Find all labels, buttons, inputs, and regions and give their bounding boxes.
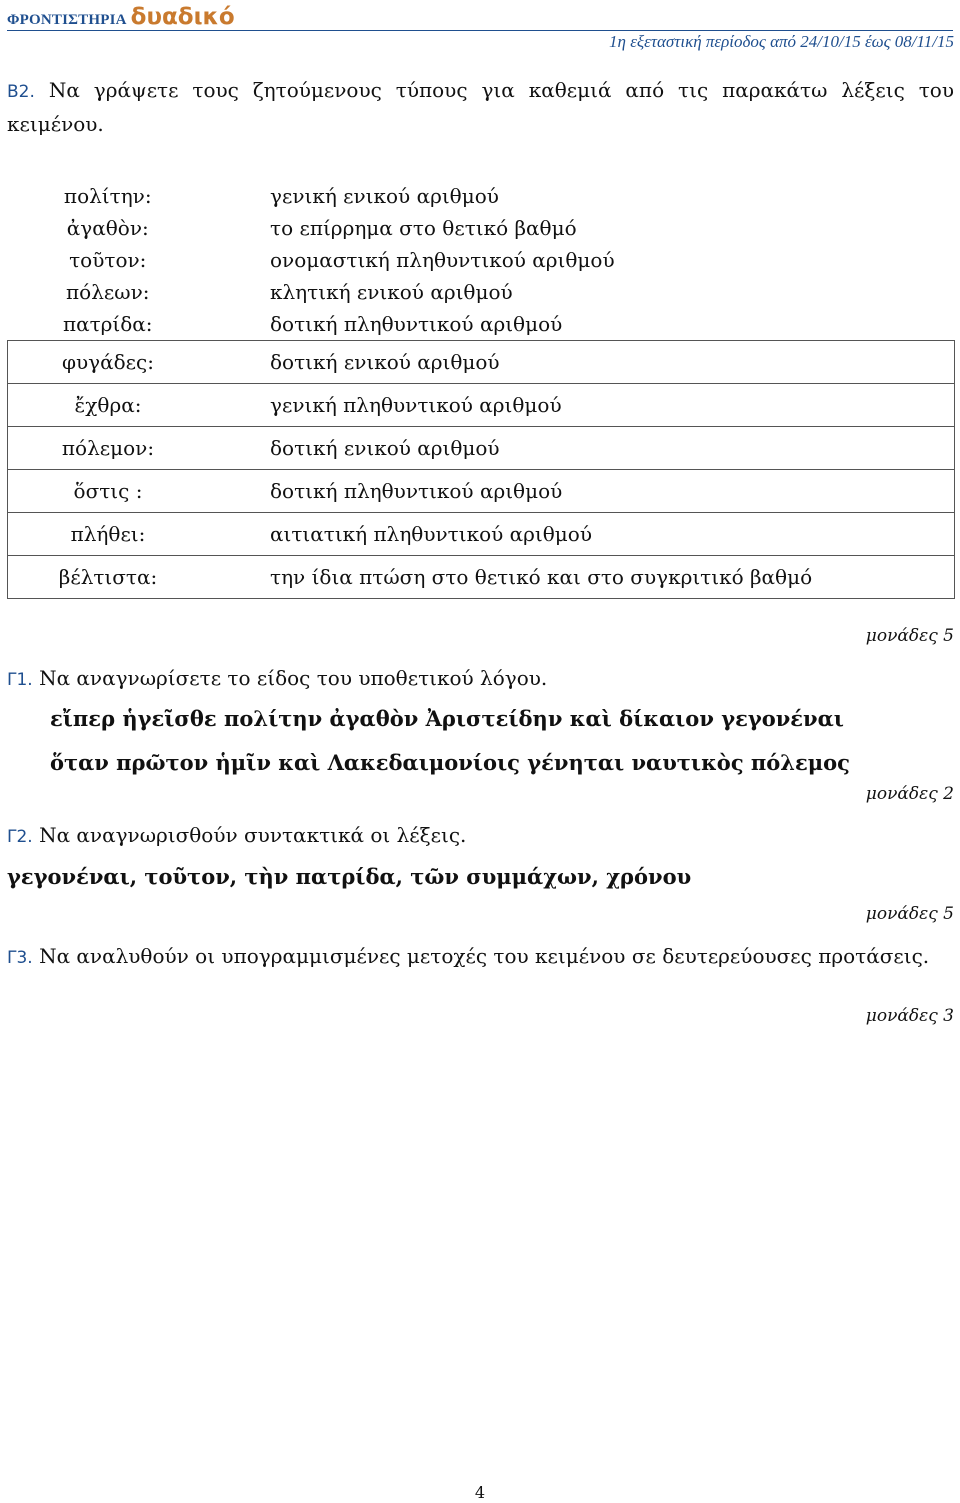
question-g2 xyxy=(7,819,954,853)
brand-logo xyxy=(7,4,235,30)
g2-points: μονάδες 5 xyxy=(865,904,954,924)
form-cell: δοτική ενικού αριθμού xyxy=(208,341,955,384)
header-divider xyxy=(7,30,953,31)
table-row xyxy=(8,384,955,427)
conditional-line-2: ὅταν πρῶτον ἡμῖν καὶ Λακεδαιμονίοις γένηται ναυτικὸς πόλεμος xyxy=(50,750,850,775)
brand-name: δυαδικό xyxy=(130,4,235,30)
table-row xyxy=(8,244,955,276)
question-g1-text: Να αναγνωρίσετε το είδος του υποθετικού λόγου. xyxy=(39,666,548,690)
word-cell: πόλεμον: xyxy=(8,427,209,470)
word-cell: βέλτιστα: xyxy=(8,556,209,599)
question-g3 xyxy=(7,940,954,974)
table-row xyxy=(8,513,955,556)
form-cell: αιτιατική πληθυντικού αριθμού xyxy=(208,513,955,556)
question-g3-text: Να αναλυθούν οι υπογραμμισμένες μετοχές του κειμένου σε δευτερεύουσες προτάσεις. xyxy=(39,944,930,968)
word-cell: πολίτην: xyxy=(63,184,152,208)
table-row xyxy=(8,556,955,599)
page-number: 4 xyxy=(474,1483,486,1502)
table-row xyxy=(8,276,955,308)
word-cell: ὅστις : xyxy=(8,470,209,513)
form-cell: γενική πληθυντικού αριθμού xyxy=(208,384,955,427)
form-cell: δοτική πληθυντικού αριθμού xyxy=(208,470,955,513)
question-b2 xyxy=(7,74,954,140)
word-cell: τοῦτον: xyxy=(69,248,147,272)
form-cell: ονομαστική πληθυντικού αριθμού xyxy=(270,248,615,272)
question-g2-label: Γ2. xyxy=(7,827,33,847)
table-row xyxy=(8,427,955,470)
word-cell: πόλεων: xyxy=(66,280,150,304)
word-cell: πατρίδα: xyxy=(62,312,153,336)
table-row xyxy=(8,212,955,244)
word-cell: ἀγαθὸν: xyxy=(66,216,149,240)
g1-points: μονάδες 2 xyxy=(865,784,954,804)
form-cell: δοτική ενικού αριθμού xyxy=(208,427,955,470)
b2-points: μονάδες 5 xyxy=(865,626,954,646)
question-g2-text: Να αναγνωρισθούν συντακτικά οι λέξεις. xyxy=(39,823,467,847)
question-b2-label: Β2. xyxy=(7,82,35,102)
table-row xyxy=(8,180,955,212)
word-forms-table xyxy=(7,180,955,599)
syntax-words: γεγονέναι, τοῦτον, τὴν πατρίδα, τῶν συμμάχων, χρόνου xyxy=(7,864,692,889)
word-cell: φυγάδες: xyxy=(8,341,209,384)
form-cell: γενική ενικού αριθμού xyxy=(270,184,499,208)
brand-prefix: ΦΡΟΝΤΙΣΤΗΡΙΑ xyxy=(7,12,127,28)
word-cell: πλήθει: xyxy=(8,513,209,556)
conditional-line-1: εἴπερ ἡγεῖσθε πολίτην ἀγαθὸν Ἀριστείδην καὶ δίκαιον γεγονέναι xyxy=(50,706,844,731)
g3-points: μονάδες 3 xyxy=(865,1006,954,1026)
table-row xyxy=(8,470,955,513)
word-cell: ἔχθρα: xyxy=(8,384,209,427)
table-row xyxy=(8,308,955,341)
table-row xyxy=(8,341,955,384)
form-cell: δοτική πληθυντικού αριθμού xyxy=(270,312,563,336)
form-cell: την ίδια πτώση στο θετικό και στο συγκριτικό βαθμό xyxy=(208,556,955,599)
exam-period: 1η εξεταστική περίοδος από 24/10/15 έως 08/11/15 xyxy=(609,32,954,51)
question-g1-label: Γ1. xyxy=(7,670,33,690)
question-g3-label: Γ3. xyxy=(7,948,33,968)
question-g1 xyxy=(7,662,954,696)
form-cell: το επίρρημα στο θετικό βαθμό xyxy=(270,216,577,240)
form-cell: κλητική ενικού αριθμού xyxy=(270,280,513,304)
question-b2-text: Να γράψετε τους ζητούμενους τύπους για καθεμιά από τις παρακάτω λέξεις του κειμένου. xyxy=(7,78,955,136)
